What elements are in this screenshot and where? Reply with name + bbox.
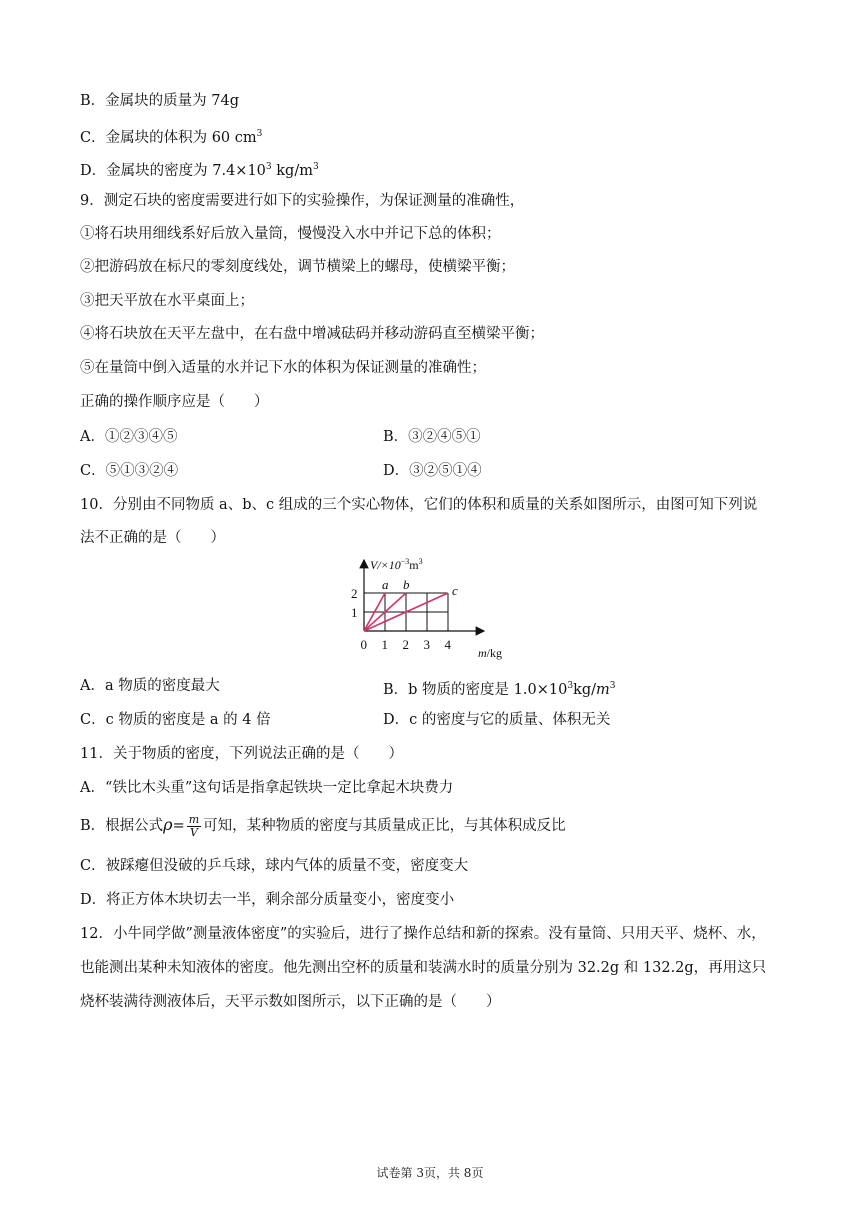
graph-ticks — [351, 586, 452, 652]
q8-option-b — [80, 91, 239, 111]
q10-option-b-unit: kg/ — [573, 681, 597, 698]
q10-stem-line1: 10．分别由不同物质 a、b、c 组成的三个实心物体，它们的体积和质量的关系如图所示，由图可知下列说 — [80, 497, 758, 513]
q9-option-a: A．①②③④⑤ — [80, 429, 178, 445]
equals-sign: = — [172, 818, 185, 834]
q8-option-c-text: C．金属块的体积为 60 cm — [80, 129, 257, 146]
series-label-b: b — [403, 577, 410, 592]
q9-step-1: ①将石块用细线系好后放入量筒，慢慢没入水中并记下总的体积； — [80, 226, 501, 242]
series-label-c: c — [452, 583, 458, 598]
density-formula-fraction — [187, 814, 201, 839]
graph-series — [364, 577, 458, 631]
volume-mass-graph — [336, 556, 516, 664]
x-tick-label: 2 — [402, 637, 409, 652]
q9-question: 正确的操作顺序应是（ ） — [80, 394, 269, 410]
q8-option-c — [80, 124, 262, 148]
q10-option-a: A．a 物质的密度最大 — [80, 678, 220, 694]
y-tick-label: 1 — [351, 605, 358, 620]
q11-option-b-text: 可知，某种物质的密度与其质量成正比，与其体积成反比 — [203, 818, 566, 834]
q9-step-4: ④将石块放在天平左盘中，在右盘中增减砝码并移动游码直至横梁平衡； — [80, 326, 544, 342]
q10-option-b-exp2: 3 — [609, 681, 616, 691]
q10-option-b-text: B．b 物质的密度是 1.0×10 — [383, 681, 568, 698]
x-tick-label: 4 — [444, 637, 451, 652]
x-tick-label: 0 — [360, 637, 367, 652]
q11-option-d: D．将正方体木块切去一半，剩余部分质量变小，密度变小 — [80, 892, 455, 908]
q10-stem-line2: 法不正确的是（ ） — [80, 530, 225, 546]
q8-option-b-text: B．金属块的质量为 74g — [80, 93, 239, 109]
q11-option-a: A．“铁比木头重”这句话是指拿起铁块一定比拿起木块费力 — [80, 780, 454, 796]
q11-option-c: C．被踩瘪但没破的乒乓球，球内气体的质量不变，密度变大 — [80, 858, 469, 874]
q9-step-3: ③把天平放在水平桌面上； — [80, 293, 254, 309]
page-footer: 试卷第 3页，共 8页 — [376, 1166, 484, 1180]
q10-option-b-exp1: 3 — [567, 681, 574, 691]
q8-option-d-text: D．金属块的密度为 7.4×10 — [80, 162, 266, 179]
q9-step-2: ②把游码放在标尺的零刻度线处，调节横梁上的螺母，使横梁平衡； — [80, 259, 515, 275]
rho-symbol: ρ — [163, 815, 173, 834]
q12-stem-line3: 烧杯装满待测液体后，天平示数如图所示，以下正确的是（ ） — [80, 994, 501, 1010]
q11-option-b-prefix: B．根据公式 — [80, 818, 164, 834]
x-tick-label: 1 — [381, 637, 388, 652]
q8-option-d-exp2: 3 — [312, 162, 319, 172]
y-tick-label: 2 — [351, 586, 358, 601]
q12-stem-line2: 也能测出某种未知液体的密度。他先测出空杯的质量和装满水时的质量分别为 32.2g 和 132.2g，再用这只 — [80, 960, 767, 976]
q8-option-c-exp: 3 — [256, 129, 263, 139]
q8-option-d-unit: kg/m — [271, 162, 313, 179]
q9-stem: 9．测定石块的密度需要进行如下的实验操作，为保证测量的准确性， — [80, 193, 525, 209]
q10-option-b — [383, 676, 616, 700]
q9-option-b: B．③②④⑤① — [383, 429, 481, 445]
y-axis-label: $V/\times 10^{-3}m^3$ — [370, 557, 423, 572]
q10-option-b-unit-m: m — [596, 681, 610, 698]
q11-option-b — [80, 812, 566, 839]
q12-stem-line1: 12．小牛同学做”测量液体密度”的实验后，进行了操作总结和新的探索。没有量筒、只用天平、烧杯、水， — [80, 926, 766, 942]
series-label-a: a — [382, 577, 389, 592]
x-tick-label: 3 — [423, 637, 430, 652]
fraction-numerator: m — [188, 812, 200, 826]
q9-option-d: D．③②⑤①④ — [383, 463, 482, 479]
x-axis-label: m/kg — [478, 646, 503, 660]
q9-step-5: ⑤在量筒中倒入适量的水并记下水的体积为保证测量的准确性； — [80, 360, 486, 376]
q11-stem: 11．关于物质的密度，下列说法正确的是（ ） — [80, 746, 403, 762]
q8-option-d — [80, 157, 319, 181]
fraction-denominator: V — [189, 825, 198, 839]
q9-option-c: C．⑤①③②④ — [80, 463, 179, 479]
q10-option-c: C．c 物质的密度是 a 的 4 倍 — [80, 712, 271, 728]
q10-option-d: D．c 的密度与它的质量、体积无关 — [383, 712, 611, 728]
q8-option-d-exp1: 3 — [265, 162, 272, 172]
